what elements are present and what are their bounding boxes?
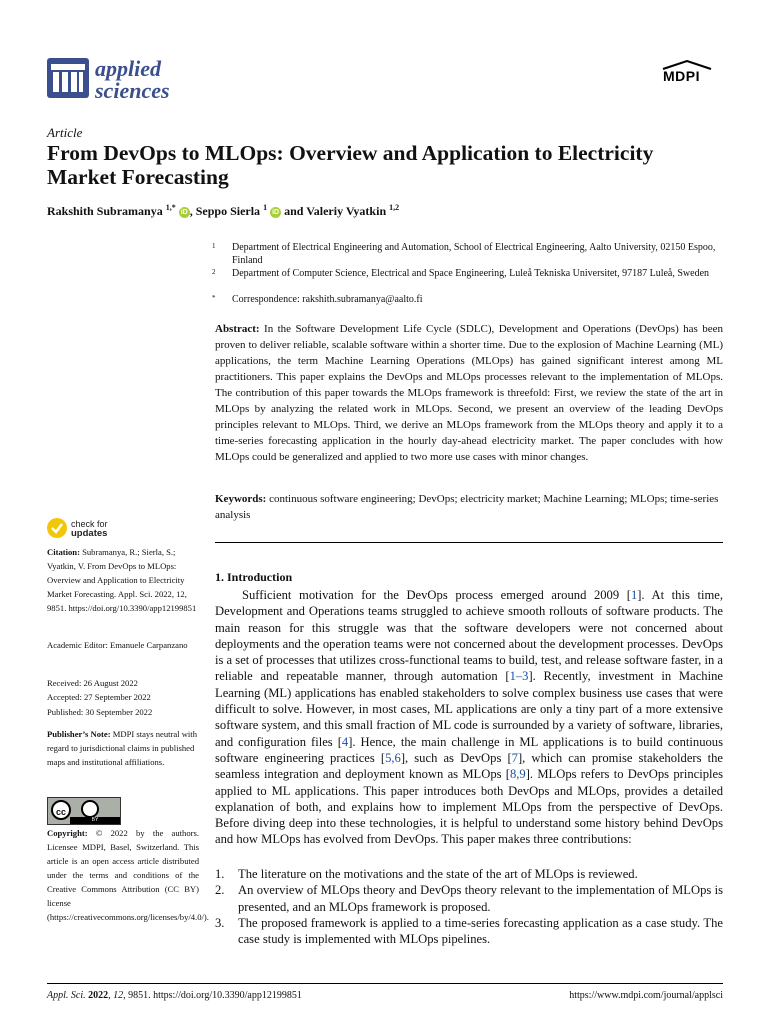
copyright: Copyright: © 2022 by the authors. Licensee MDPI, Basel, Switzerland. This article is an open access article distributed under the terms and conditions of the Creative Commons Attribution (CC BY) license (https://creativecommons.org/licenses/by/4.0/). bbox=[47, 828, 209, 922]
affiliation: 2 Department of Computer Science, Electrical and Space Engineering, Luleå Tekniska Universitet, 97187 Luleå, Sweden bbox=[212, 268, 710, 279]
introduction-paragraph: Sufficient motivation for the DevOps process emerged around 2009 [1]. At this time, Development and Operations teams struggled to achieve smooth rollouts of software products. The main reason for this struggle was that the software developers were not concerned about deployments and the operation teams were not concerned about the development processes. DevOps is a set of processes that utilizes cross-functional teams to build, test, and release software faster, in a reliable and repeatable manner, through automation [1–3]. Recently, investment in Machine Learning (ML) applications has enabled stakeholders to solve complex business use cases that were difficult to solve. However, in most cases, ML applications are only a tiny part of a more extensive software system, and this small fraction of ML code is surrounded by a variety of software, libraries, and configuration files [4]. Hence, the main challenge in ML applications is to build continuous software engineering practices [5,6], such as DevOps [7], which can promise stakeholders the seamless integration and deployment known as MLOps [8,9]. MLOps refers to DevOps principles applied to ML applications. This paper introduces both DevOps and MLOps, provides a detailed explanation of both, and explains how to implement MLOps from the perspective of DevOps. Before diving deep into these technologies, it is helpful to understand some history behind DevOps and how MLOps has evolved from DevOps. This paper makes three contributions: bbox=[215, 588, 723, 847]
article-type: Article bbox=[47, 125, 83, 140]
correspondence: * Correspondence: rakshith.subramanya@aalto.fi bbox=[212, 294, 423, 305]
check-for-updates-button[interactable]: check for updates bbox=[47, 518, 127, 542]
orcid-icon[interactable]: iD bbox=[180, 208, 188, 216]
abstract: Abstract: In the Software Development Life Cycle (SDLC), Development and Operations (DevOps) has been proven to deliver reliable, scalable software within a shorter time. Due to the explosion of Machine Learning (ML) applications, the term Machine Learning Operations (MLOps) has gained significant interest among ML practitioners. This paper explains the DevOps and MLOps processes relevant to the implementation of MLOps. The contribution of this paper towards the MLOps framework is threefold: First, we review the state of the art in MLOps by analyzing the related work in MLOps. Second, we present an overview of the leading DevOps principles relevant to MLOps. Third, we derive an MLOps framework from the MLOps theory and apply it to a time-series forecasting application in the hourly day-ahead electricity market. The paper concludes with how MLOps could be generalized and applied to two more use cases with minor changes. bbox=[215, 323, 724, 463]
footer-divider bbox=[47, 983, 723, 984]
author-name[interactable]: Rakshith Subramanya bbox=[47, 204, 163, 218]
contributions-list bbox=[215, 866, 723, 947]
reference-link[interactable]: 5,6 bbox=[385, 750, 401, 765]
author-affiliation-mark: 1,2 bbox=[389, 203, 400, 212]
publishers-note: Publisher’s Note: MDPI stays neutral with regard to jurisdictional claims in published maps and institutional affiliations. bbox=[47, 729, 197, 767]
journal-name: applied sciences bbox=[95, 56, 170, 103]
author-joiner: , bbox=[189, 204, 196, 218]
citation: Citation: Subramanya, R.; Sierla, S.; Vyatkin, V. From DevOps to MLOps: Overview and Application to Electricity Market Forecasting. Appl. Sci. 2022, 12, 9851. https://doi.org/10.3390/app12199851 bbox=[47, 547, 197, 613]
paper-title: From DevOps to MLOps: Overview and Application to Electricity Market Forecasting bbox=[47, 141, 654, 189]
author-affiliation-mark: 1 bbox=[263, 203, 268, 212]
author-list bbox=[47, 203, 399, 219]
journal-url[interactable]: https://www.mdpi.com/journal/applsci bbox=[569, 990, 723, 1001]
cc-by-license-icon[interactable]: cc BY bbox=[47, 797, 121, 825]
published-date: Published: 30 September 2022 bbox=[47, 707, 153, 717]
publisher-logo: MDPI bbox=[663, 68, 700, 84]
person-icon bbox=[81, 800, 99, 818]
reference-link[interactable]: 1 bbox=[630, 588, 638, 602]
list-item: 3. The proposed framework is applied to a time-series forecasting application as a case study. The case study is implemented with MLOps pipelines. bbox=[215, 915, 723, 947]
author-joiner: and bbox=[281, 204, 307, 218]
reference-link[interactable]: 1–3 bbox=[509, 669, 529, 684]
reference-link[interactable]: 4 bbox=[341, 734, 349, 749]
affiliation: 1 Department of Electrical Engineering and Automation, School of Electrical Engineering, Aalto University, 02150 Espoo, Finland bbox=[212, 242, 716, 266]
journal-logo-icon bbox=[47, 58, 89, 98]
section-divider bbox=[215, 542, 723, 543]
reference-link[interactable]: 8,9 bbox=[509, 767, 526, 782]
author-name[interactable]: Valeriy Vyatkin bbox=[306, 204, 387, 218]
footer-citation: Appl. Sci. 2022, 12, 9851. https://doi.org/10.3390/app12199851 bbox=[47, 990, 302, 1001]
orcid-icon[interactable]: iD bbox=[272, 208, 280, 216]
check-icon bbox=[47, 518, 67, 538]
accepted-date: Accepted: 27 September 2022 bbox=[47, 692, 151, 702]
reference-link[interactable]: 7 bbox=[511, 750, 518, 765]
keywords: Keywords: continuous software engineering; DevOps; electricity market; Machine Learning; MLOps; time-series analysis bbox=[215, 493, 719, 521]
list-item: 1. The literature on the motivations and the state of the art of MLOps is reviewed. bbox=[215, 867, 638, 881]
author-affiliation-mark: 1,* bbox=[165, 203, 176, 212]
list-item: 2. An overview of MLOps theory and DevOps theory relevant to the implementation of MLOps is presented, and an MLOps framework is proposed. bbox=[215, 883, 723, 914]
section-heading: 1. Introduction bbox=[215, 570, 293, 584]
received-date: Received: 26 August 2022 bbox=[47, 678, 138, 688]
academic-editor: Academic Editor: Emanuele Carpanzano bbox=[47, 640, 188, 650]
author-name[interactable]: Seppo Sierla bbox=[195, 204, 261, 218]
